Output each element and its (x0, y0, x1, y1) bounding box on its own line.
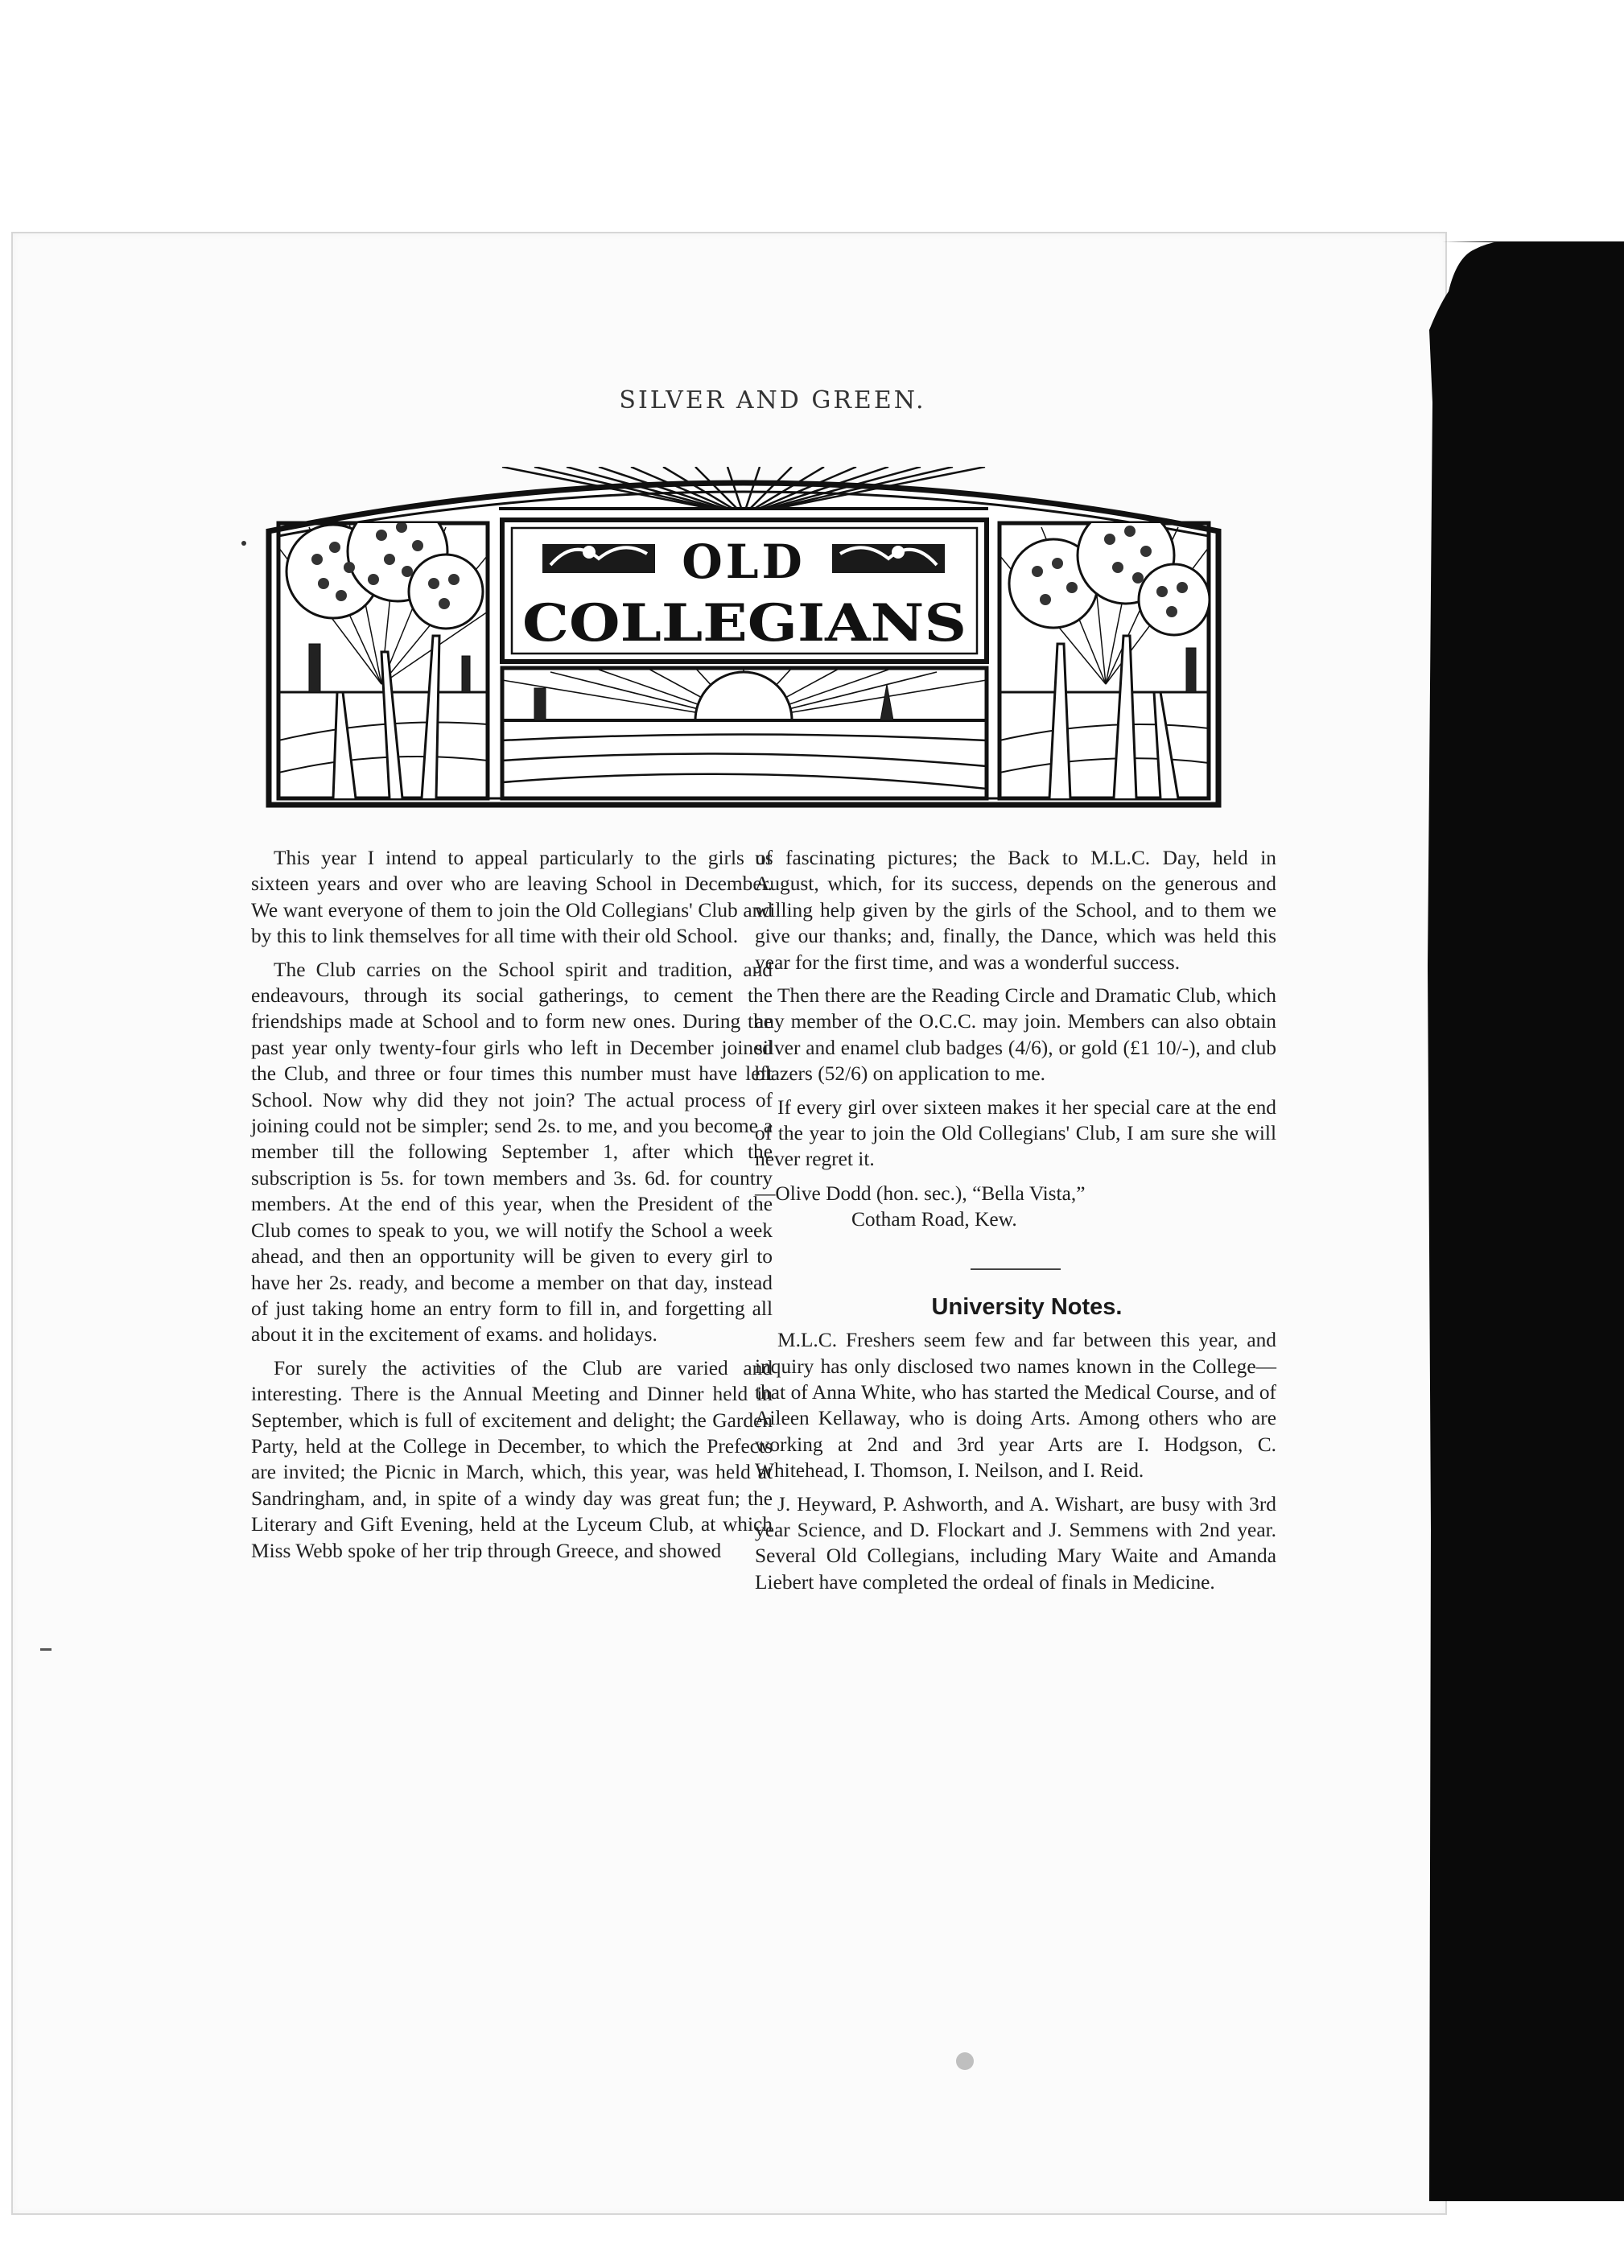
signature-line2: Cotham Road, Kew. (851, 1208, 1017, 1231)
article-paragraph: Then there are the Reading Circle and Dramatic Club, which any member of the O.C.C. may join. Members can also obtain silver and enamel club badges (4/6), or gold (£1 10/-), and club blazers (52/6) on application to me. (755, 984, 1276, 1086)
university-paragraph: J. Heyward, P. Ashworth, and A. Wishart, are busy with 3rd year Science, and D. Flockart and J. Semmens with 2nd year. Several Old Collegians, including Mary Waite and Amanda Liebert have completed the ordeal of finals in Medicine. (755, 1492, 1276, 1594)
article-column-left (251, 845, 773, 1571)
article-paragraph: If every girl over sixteen makes it her special care at the end of the year to join the Old Collegians' Club, I am sure she will never regret it. (755, 1095, 1276, 1171)
scan-speck (241, 541, 246, 546)
article-paragraph: This year I intend to appeal particularly to the girls of sixteen years and over who are leaving School in December. We want everyone of them to join the Old Collegians' Club and by this to link themselves for all time with their old School. (251, 847, 773, 948)
banner-title-line2: COLLEGIANS (522, 593, 967, 654)
signature (755, 1181, 1276, 1233)
ornament-left-icon (542, 544, 655, 573)
article-paragraph: For surely the activities of the Club are varied and interesting. There is the Annual Meeting and Dinner held in September, which is full of excitement and delight; the Garden Party, held at the College in December, to which the Prefects are invited; the Picnic in March, which, this year, was held at Sandringham, and, in spite of a windy day was great fun; the Literary and Gift Evening, held at the Lyceum Club, at which Miss Webb spoke of her trip through Greece, and showed (251, 1356, 773, 1562)
scan-black-edge (1426, 241, 1624, 2201)
banner-title-line1: OLD (682, 534, 806, 589)
scan-speck (956, 2052, 974, 2070)
running-head: SILVER AND GREEN. (619, 386, 926, 414)
article-paragraph: The Club carries on the School spirit and tradition, and endeavours, through its social gatherings, to cement the friendships made at School and to form new ones. During the past year only twenty-four girls who left in December joined the Club, and three or four times this number must have left School. Now why did they not join? The actual process of joining could not be simpler; send 2s. to me, and you become a member till the following September 1, after which the subscription is 5s. for town members and 3s. 6d. for country members. At the end of this year, when the President of the Club comes to speak to you, we will notify the School a week ahead, and then an opportunity will be given to every girl to have her 2s. ready, and become a member on that day, instead of just taking home an entry form to fill in, and forgetting all about it in the excitement of exams. and holidays. (251, 958, 773, 1346)
old-collegians-banner (261, 451, 1226, 813)
section-divider (971, 1268, 1061, 1270)
section-title: University Notes. (931, 1293, 1123, 1320)
ornament-right-icon (832, 544, 945, 573)
article-paragraph-continued: us fascinating pictures; the Back to M.L.C. Day, held in August, which, for its success, depends on the generous and willing help given by the girls of the School, and to them we give our thanks; and, finally, the Dance, which was held this year for the first time, and was a wonderful success. (755, 847, 1276, 974)
article-column-right (755, 845, 1276, 1602)
university-paragraph: M.L.C. Freshers seem few and far between this year, and inquiry has only disclosed two names known in the College—that of Anna White, who has started the Medical Course, and of Aileen Kellaway, who is doing Arts. Among others who are working at 2nd and 3rd year Arts are I. Hodgson, C. Whitehead, I. Thomson, I. Neilson, and I. Reid. (755, 1329, 1276, 1482)
signature-line1: —Olive Dodd (hon. sec.), “Bella Vista,” (755, 1181, 1086, 1205)
scan-speck (40, 1648, 52, 1651)
